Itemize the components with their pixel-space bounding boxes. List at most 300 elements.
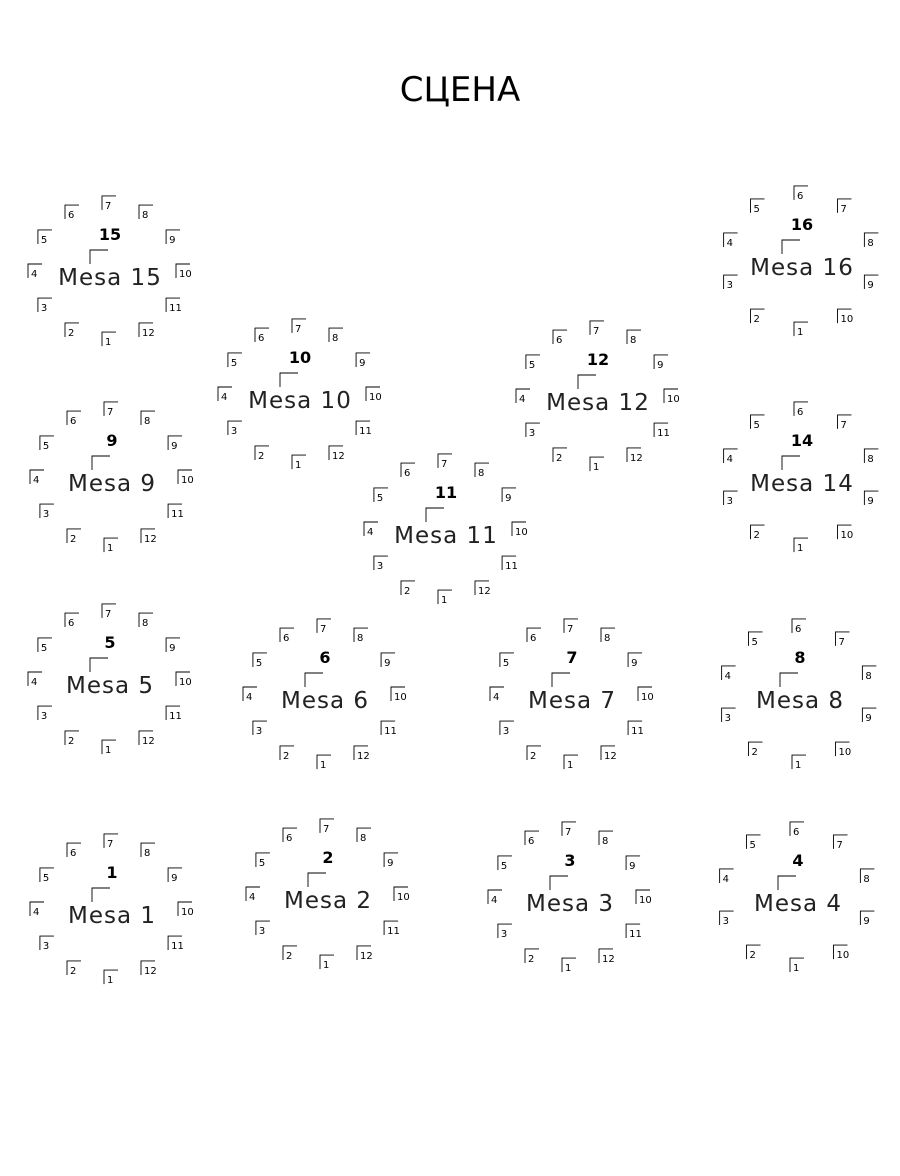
table-label: Mesa 16	[750, 255, 854, 281]
seat[interactable]	[790, 822, 804, 838]
seat[interactable]	[178, 470, 194, 486]
seat[interactable]	[381, 721, 397, 737]
seat[interactable]	[638, 687, 654, 703]
table-mesa-11[interactable]	[364, 454, 528, 606]
seat[interactable]	[40, 436, 54, 452]
table-mesa-10[interactable]	[218, 319, 382, 471]
table-mesa-3[interactable]	[488, 822, 652, 974]
seat-number: 8	[144, 848, 151, 860]
seat[interactable]	[30, 902, 44, 918]
seat[interactable]	[862, 666, 876, 682]
seat-number: 1	[105, 337, 112, 349]
seat[interactable]	[490, 687, 504, 703]
seat[interactable]	[292, 319, 306, 335]
seat[interactable]	[255, 446, 269, 462]
seat-number: 12	[478, 585, 491, 597]
seat[interactable]	[30, 470, 44, 486]
table-label: Mesa 1	[67, 903, 157, 929]
seat[interactable]	[283, 828, 297, 844]
seat-number: 10	[840, 314, 854, 326]
seat-number: 6	[68, 210, 75, 222]
seat[interactable]	[176, 264, 192, 280]
seat[interactable]	[500, 653, 514, 669]
table-number: 1	[106, 863, 118, 882]
seat-number: 7	[840, 419, 847, 431]
seat[interactable]	[255, 328, 269, 344]
seat[interactable]	[837, 415, 851, 431]
seat[interactable]	[553, 448, 567, 464]
seat-number: 7	[567, 623, 574, 635]
seat-number: 1	[797, 543, 804, 555]
seat[interactable]	[599, 831, 613, 847]
table-anchor-mark	[90, 658, 108, 672]
seat[interactable]	[354, 628, 368, 644]
seat[interactable]	[628, 653, 642, 669]
seat[interactable]	[104, 402, 118, 418]
seat-number: 6	[70, 848, 77, 860]
seat[interactable]	[40, 504, 54, 520]
table-mesa-5[interactable]	[28, 604, 192, 756]
seat-number: 10	[641, 692, 654, 703]
seat[interactable]	[141, 843, 155, 859]
seat-number: 4	[726, 237, 733, 249]
seat[interactable]	[38, 706, 52, 722]
seat-number: 3	[502, 726, 510, 738]
seat[interactable]	[67, 843, 81, 859]
seat[interactable]	[394, 887, 410, 903]
seat[interactable]	[364, 522, 378, 538]
seat-number: 9	[505, 492, 512, 504]
seat-number: 10	[181, 475, 194, 486]
seat[interactable]	[38, 298, 52, 314]
seat-number: 4	[249, 892, 256, 903]
seat[interactable]	[401, 581, 415, 597]
seat[interactable]	[168, 868, 182, 884]
seat[interactable]	[139, 613, 153, 629]
seat[interactable]	[833, 945, 849, 961]
seat[interactable]	[720, 869, 734, 885]
seat-number: 1	[320, 760, 327, 772]
seat-number: 9	[171, 872, 178, 884]
seat[interactable]	[751, 199, 765, 215]
seat[interactable]	[749, 742, 763, 758]
seat[interactable]	[654, 355, 668, 371]
seat[interactable]	[636, 890, 652, 906]
seat[interactable]	[724, 275, 738, 291]
seat[interactable]	[391, 687, 407, 703]
seat[interactable]	[253, 721, 267, 737]
seat[interactable]	[516, 389, 530, 405]
seat-number: 2	[528, 953, 535, 965]
seat[interactable]	[837, 199, 851, 215]
stage-title: СЦЕНА	[399, 70, 521, 110]
seat[interactable]	[626, 924, 642, 940]
seat-number: 9	[384, 657, 391, 669]
seat[interactable]	[724, 491, 738, 507]
seat-number: 3	[376, 561, 384, 573]
seat[interactable]	[724, 449, 738, 465]
table-label: Mesa 12	[546, 390, 650, 416]
seat-number: 9	[865, 713, 872, 725]
table-anchor-mark	[552, 673, 570, 687]
table-label: Mesa 10	[248, 388, 352, 414]
seat-number: 1	[567, 760, 574, 772]
seat[interactable]	[166, 230, 180, 246]
table-mesa-16[interactable]	[724, 186, 879, 338]
seat-number: 4	[246, 692, 253, 703]
seat[interactable]	[256, 921, 270, 937]
seat[interactable]	[176, 672, 192, 688]
seat[interactable]	[502, 488, 516, 504]
seat[interactable]	[749, 632, 763, 648]
seat[interactable]	[354, 746, 370, 762]
seat-number: 7	[105, 200, 112, 212]
seat[interactable]	[104, 538, 118, 554]
table-label: Mesa 9	[67, 471, 157, 497]
seat-number: 8	[142, 618, 149, 630]
seat[interactable]	[626, 856, 640, 872]
seat-number: 11	[657, 428, 670, 440]
seat[interactable]	[141, 411, 155, 427]
seat[interactable]	[139, 323, 155, 339]
seat[interactable]	[564, 619, 578, 635]
table-number: 4	[792, 851, 804, 870]
seat-number: 12	[357, 750, 370, 762]
seat[interactable]	[166, 298, 182, 314]
seat[interactable]	[860, 869, 874, 885]
seat-number: 8	[867, 237, 874, 249]
seat[interactable]	[292, 455, 306, 471]
table-number: 7	[566, 648, 578, 667]
seat[interactable]	[356, 353, 370, 369]
table-number: 5	[104, 633, 116, 652]
table-anchor-mark	[92, 888, 110, 902]
seat[interactable]	[747, 945, 761, 961]
seat[interactable]	[381, 653, 395, 669]
table-label: Mesa 5	[65, 673, 155, 699]
seat[interactable]	[102, 332, 116, 348]
seat-number: 8	[863, 873, 870, 885]
seat-number: 3	[726, 280, 733, 292]
table-mesa-8[interactable]	[722, 619, 877, 771]
table-number: 12	[586, 350, 610, 369]
seat[interactable]	[178, 902, 194, 918]
table-mesa-6[interactable]	[243, 619, 407, 771]
seat-number: 6	[530, 633, 537, 645]
seat[interactable]	[141, 961, 157, 977]
seat[interactable]	[722, 708, 736, 724]
seat[interactable]	[139, 205, 153, 221]
seat[interactable]	[527, 746, 541, 762]
seat[interactable]	[475, 581, 491, 597]
seat[interactable]	[527, 628, 541, 644]
seat[interactable]	[218, 387, 232, 403]
seat[interactable]	[65, 731, 79, 747]
seat-number: 10	[369, 392, 382, 403]
seat[interactable]	[627, 448, 643, 464]
seat[interactable]	[500, 721, 514, 737]
seat[interactable]	[384, 921, 400, 937]
seat[interactable]	[357, 946, 373, 962]
seat-number: 4	[31, 269, 38, 280]
seat[interactable]	[329, 328, 343, 344]
table-mesa-1[interactable]	[30, 834, 194, 986]
seat[interactable]	[747, 835, 761, 851]
seat-number: 7	[323, 823, 330, 835]
seat[interactable]	[67, 411, 81, 427]
seat-number: 10	[836, 950, 850, 962]
seat-number: 1	[107, 543, 114, 555]
seat[interactable]	[246, 887, 260, 903]
seat-number: 9	[867, 496, 874, 508]
seat[interactable]	[280, 628, 294, 644]
table-mesa-15[interactable]	[28, 196, 192, 348]
seat-number: 2	[258, 450, 265, 462]
seat[interactable]	[599, 949, 615, 965]
table-number: 3	[564, 851, 576, 870]
seat[interactable]	[374, 556, 388, 572]
seat[interactable]	[562, 822, 576, 838]
seat[interactable]	[28, 264, 42, 280]
seat-number: 9	[863, 916, 870, 928]
seat[interactable]	[837, 525, 853, 541]
seat-number: 12	[332, 450, 345, 462]
seat-number: 12	[604, 750, 617, 762]
seat[interactable]	[498, 924, 512, 940]
seat[interactable]	[65, 323, 79, 339]
seat[interactable]	[664, 389, 680, 405]
seat[interactable]	[720, 911, 734, 927]
seat[interactable]	[862, 708, 876, 724]
seat-number: 7	[838, 636, 845, 648]
seat[interactable]	[751, 525, 765, 541]
seat[interactable]	[357, 828, 371, 844]
seat[interactable]	[317, 619, 331, 635]
seat[interactable]	[590, 457, 604, 473]
seat-number: 4	[726, 453, 733, 465]
seat-number: 8	[332, 333, 339, 345]
seat[interactable]	[40, 936, 54, 952]
table-label: Mesa 11	[394, 523, 498, 549]
table-mesa-2[interactable]	[246, 819, 410, 971]
seat[interactable]	[243, 687, 257, 703]
seat-number: 7	[836, 839, 843, 851]
seat[interactable]	[525, 831, 539, 847]
seat[interactable]	[835, 632, 849, 648]
seat-number: 5	[230, 357, 238, 369]
seat-number: 3	[724, 713, 731, 725]
seat[interactable]	[864, 491, 878, 507]
seat-number: 1	[441, 595, 448, 607]
seat-number: 9	[657, 359, 664, 371]
seat[interactable]	[654, 423, 670, 439]
seat-number: 2	[283, 750, 290, 762]
seat-number: 1	[105, 745, 112, 757]
seat[interactable]	[488, 890, 502, 906]
seat[interactable]	[329, 446, 345, 462]
seat[interactable]	[860, 911, 874, 927]
seat[interactable]	[553, 330, 567, 346]
table-number: 2	[322, 848, 334, 867]
seat-number: 5	[751, 636, 758, 648]
seat[interactable]	[590, 321, 604, 337]
seat-number: 11	[631, 726, 644, 738]
seat[interactable]	[835, 742, 851, 758]
seat[interactable]	[794, 186, 808, 202]
seat-number: 7	[295, 323, 302, 335]
seat-number: 11	[384, 726, 397, 738]
seat[interactable]	[228, 421, 242, 437]
seat[interactable]	[794, 538, 808, 554]
seat[interactable]	[65, 205, 79, 221]
seat[interactable]	[366, 387, 382, 403]
seat[interactable]	[141, 529, 157, 545]
table-mesa-12[interactable]	[516, 321, 680, 473]
seat-number: 6	[797, 406, 804, 418]
seat[interactable]	[228, 353, 242, 369]
seat[interactable]	[280, 746, 294, 762]
seat[interactable]	[256, 853, 270, 869]
seat[interactable]	[168, 504, 184, 520]
seat[interactable]	[794, 322, 808, 338]
seat-number: 8	[144, 416, 151, 428]
seat-number: 8	[602, 836, 609, 848]
seat-number: 11	[629, 929, 642, 941]
seat[interactable]	[864, 449, 878, 465]
seat[interactable]	[502, 556, 518, 572]
seat[interactable]	[864, 275, 878, 291]
seat[interactable]	[751, 309, 765, 325]
seat[interactable]	[837, 309, 853, 325]
seat[interactable]	[724, 233, 738, 249]
seat[interactable]	[65, 613, 79, 629]
seat[interactable]	[475, 463, 489, 479]
table-anchor-mark	[90, 250, 108, 264]
seat[interactable]	[512, 522, 528, 538]
seat-number: 3	[726, 496, 733, 508]
seat[interactable]	[102, 740, 116, 756]
seat-number: 8	[142, 210, 149, 222]
seat-number: 5	[40, 642, 48, 654]
seat-number: 4	[367, 527, 374, 538]
seat[interactable]	[320, 819, 334, 835]
seat[interactable]	[628, 721, 644, 737]
seat[interactable]	[526, 423, 540, 439]
seat-number: 2	[70, 533, 77, 545]
seat-number: 7	[441, 458, 448, 470]
table-label: Mesa 3	[525, 891, 615, 917]
seat-number: 2	[530, 750, 537, 762]
seat[interactable]	[401, 463, 415, 479]
seat-number: 5	[753, 203, 760, 215]
table-label: Mesa 8	[755, 688, 845, 714]
seat-number: 4	[33, 475, 40, 486]
seat-number: 2	[68, 327, 75, 339]
seat[interactable]	[790, 958, 804, 974]
seat[interactable]	[139, 731, 155, 747]
seat[interactable]	[525, 949, 539, 965]
seat-number: 3	[528, 428, 536, 440]
seat[interactable]	[38, 230, 52, 246]
seat[interactable]	[792, 755, 806, 771]
seat-number: 3	[42, 509, 50, 521]
seat[interactable]	[833, 835, 847, 851]
seat[interactable]	[317, 755, 331, 771]
seat[interactable]	[562, 958, 576, 974]
seat-number: 5	[749, 839, 756, 851]
table-label: Mesa 15	[58, 265, 162, 291]
tables-layer	[28, 186, 878, 986]
seat-number: 2	[556, 452, 563, 464]
seat[interactable]	[40, 868, 54, 884]
seat-number: 10	[179, 677, 192, 688]
seat[interactable]	[168, 936, 184, 952]
seat[interactable]	[104, 834, 118, 850]
seat[interactable]	[67, 529, 81, 545]
seat[interactable]	[102, 196, 116, 212]
seat[interactable]	[601, 746, 617, 762]
seat[interactable]	[166, 706, 182, 722]
seat[interactable]	[722, 666, 736, 682]
table-mesa-14[interactable]	[724, 402, 879, 554]
seat-number: 10	[181, 907, 194, 918]
seat[interactable]	[438, 590, 452, 606]
table-anchor-mark	[780, 673, 798, 687]
seat-number: 4	[33, 907, 40, 918]
seat[interactable]	[792, 619, 806, 635]
seat[interactable]	[526, 355, 540, 371]
seat[interactable]	[564, 755, 578, 771]
table-mesa-7[interactable]	[490, 619, 654, 771]
seat[interactable]	[356, 421, 372, 437]
seat-number: 10	[838, 747, 852, 759]
seat[interactable]	[253, 653, 267, 669]
seat[interactable]	[67, 961, 81, 977]
table-label: Mesa 7	[527, 688, 617, 714]
seat-number: 2	[286, 950, 293, 962]
seat[interactable]	[102, 604, 116, 620]
seat[interactable]	[38, 638, 52, 654]
seat[interactable]	[751, 415, 765, 431]
seat[interactable]	[168, 436, 182, 452]
table-mesa-4[interactable]	[720, 822, 875, 974]
seat[interactable]	[104, 970, 118, 986]
seat[interactable]	[166, 638, 180, 654]
seat[interactable]	[627, 330, 641, 346]
table-label: Mesa 6	[280, 688, 370, 714]
seat-number: 9	[169, 234, 176, 246]
seat[interactable]	[794, 402, 808, 418]
seat-number: 4	[724, 670, 731, 682]
seat-number: 2	[749, 950, 756, 962]
table-mesa-9[interactable]	[30, 402, 194, 554]
seat-number: 12	[602, 953, 615, 965]
seat[interactable]	[601, 628, 615, 644]
seat[interactable]	[374, 488, 388, 504]
seat[interactable]	[384, 853, 398, 869]
seat[interactable]	[498, 856, 512, 872]
seat[interactable]	[320, 955, 334, 971]
seat[interactable]	[283, 946, 297, 962]
seat-number: 6	[68, 618, 75, 630]
seat[interactable]	[438, 454, 452, 470]
seat[interactable]	[864, 233, 878, 249]
seat-number: 1	[593, 462, 600, 474]
seat-number: 11	[359, 426, 372, 438]
seat-number: 6	[793, 826, 800, 838]
seat-number: 12	[630, 452, 643, 464]
seat[interactable]	[28, 672, 42, 688]
